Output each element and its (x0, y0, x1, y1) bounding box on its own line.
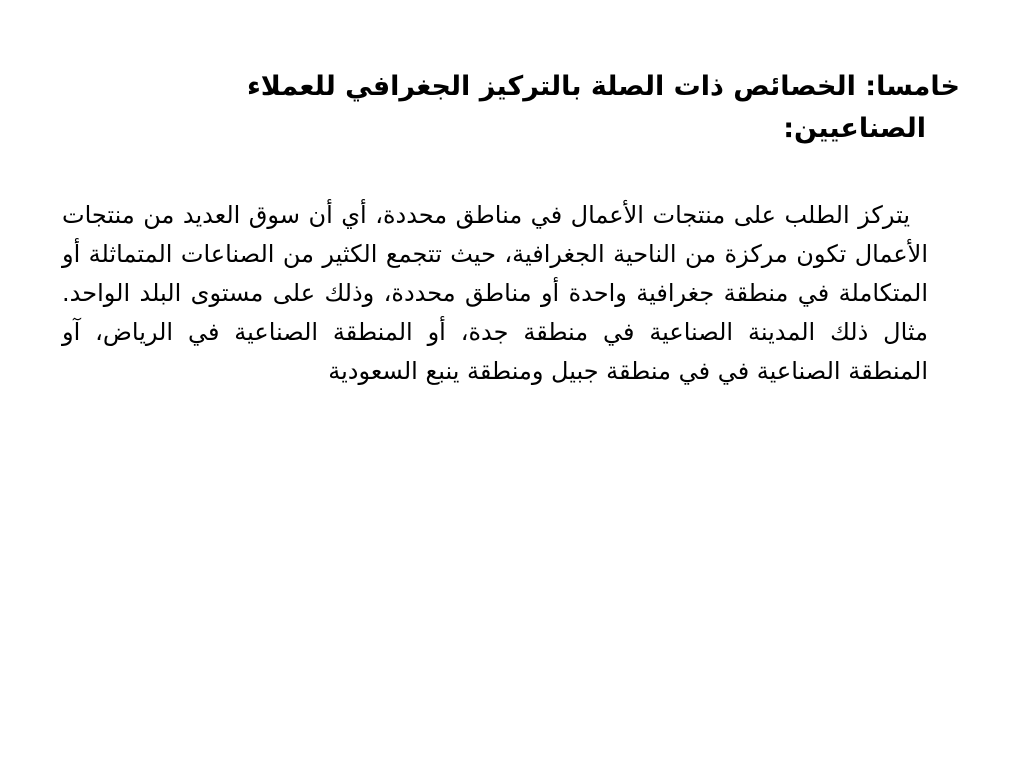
slide-title (180, 66, 960, 150)
title-line-1: خامسا: الخصائص ذات الصلة بالتركيز الجغرافي للعملاء (246, 71, 960, 102)
title-line-2: الصناعيين: (783, 113, 926, 144)
body-paragraph: يتركز الطلب على منتجات الأعمال في مناطق محددة، أي أن سوق العديد من منتجات الأعمال تكون مركزة من الناحية الجغرافية، حيث تتجمع الكثير من الصناعات المتماثلة أو المتكاملة في منطقة جغرافية واحدة أو مناطق محددة، وذلك على مستوى البلد الواحد. مثال ذلك المدينة الصناعية في منطقة جدة، أو المنطقة الصناعية في الرياض، آو المنطقة الصناعية في في منطقة جبيل ومنطقة ينبع السعودية (62, 201, 928, 385)
